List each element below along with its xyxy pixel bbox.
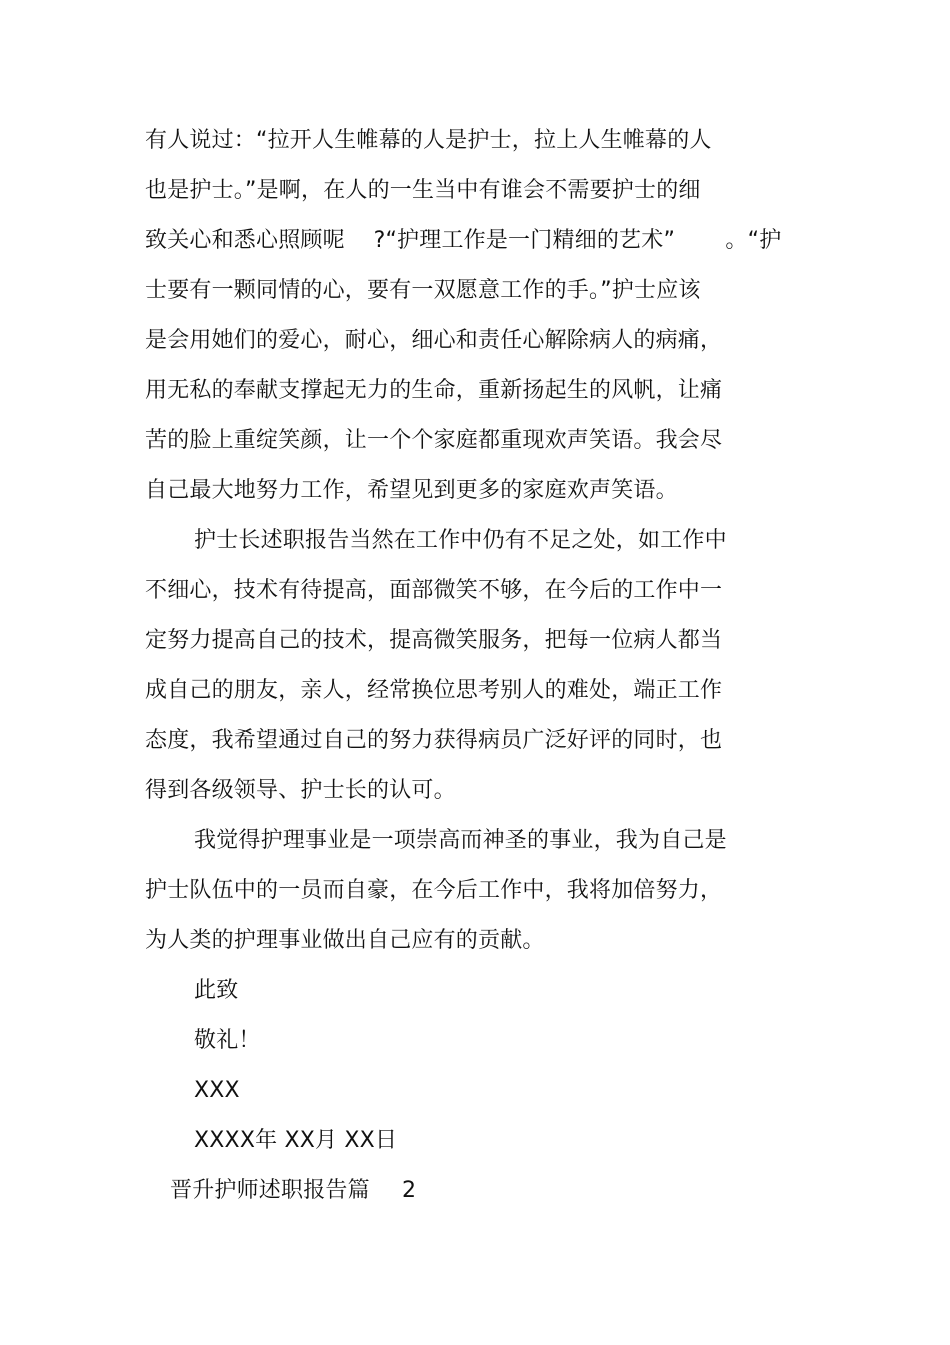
paragraph-3-line-1: 我觉得护理事业是一项崇高而神圣的事业，我为自己是 (194, 828, 727, 853)
closing-text: 此致 (194, 978, 239, 1003)
paragraph-2-line-2: 不细心，技术有待提高，面部微笑不够，在今后的工作中一 (145, 578, 723, 603)
paragraph-1-line-1: 有人说过：“拉开人生帷幕的人是护士，拉上人生帷幕的人 (145, 128, 712, 153)
next-section-number: 2 (402, 1178, 417, 1203)
signature-text: XXX (194, 1078, 240, 1103)
paragraph-1-line-2: 也是护士。”是啊，在人的一生当中有谁会不需要护士的细 (145, 178, 701, 203)
paragraph-2-line-1: 护士长述职报告当然在工作中仍有不足之处，如工作中 (194, 528, 727, 553)
paragraph-1-line-6: 用无私的奉献支撑起无力的生命，重新扬起生的风帆，让痛 (145, 378, 723, 403)
paragraph-3-line-2: 护士队伍中的一员而自豪，在今后工作中，我将加倍努力， (145, 878, 723, 903)
next-section-title: 晋升护师述职报告篇 (170, 1178, 370, 1203)
paragraph-3-line-3: 为人类的护理事业做出自己应有的贡献。 (145, 928, 545, 953)
paragraph-2-line-6: 得到各级领导、护士长的认可。 (145, 778, 456, 803)
paragraph-2-line-5: 态度，我希望通过自己的努力获得病员广泛好评的同时，也 (145, 728, 723, 753)
paragraph-1-line-7: 苦的脸上重绽笑颜，让一个个家庭都重现欢声笑语。我会尽 (145, 428, 723, 453)
paragraph-1-line-4: 士要有一颗同情的心，要有一双愿意工作的手。”护士应该 (145, 278, 701, 303)
paragraph-2-line-4: 成自己的朋友，亲人，经常换位思考别人的难处，端正工作 (145, 678, 723, 703)
salutation-text: 敬礼！ (194, 1028, 261, 1053)
paragraph-1-line-8: 自己最大地努力工作，希望见到更多的家庭欢声笑语。 (145, 478, 678, 503)
paragraph-1-line-3: 致关心和悉心照顾呢 ?“护理工作是一门精细的艺术” 。“护 (145, 228, 782, 253)
paragraph-2-line-3: 定努力提高自己的技术，提高微笑服务，把每一位病人都当 (145, 628, 723, 653)
date-text: XXXX年 XX月 XX日 (194, 1128, 398, 1153)
paragraph-1-line-5: 是会用她们的爱心，耐心，细心和责任心解除病人的病痛， (145, 328, 723, 353)
